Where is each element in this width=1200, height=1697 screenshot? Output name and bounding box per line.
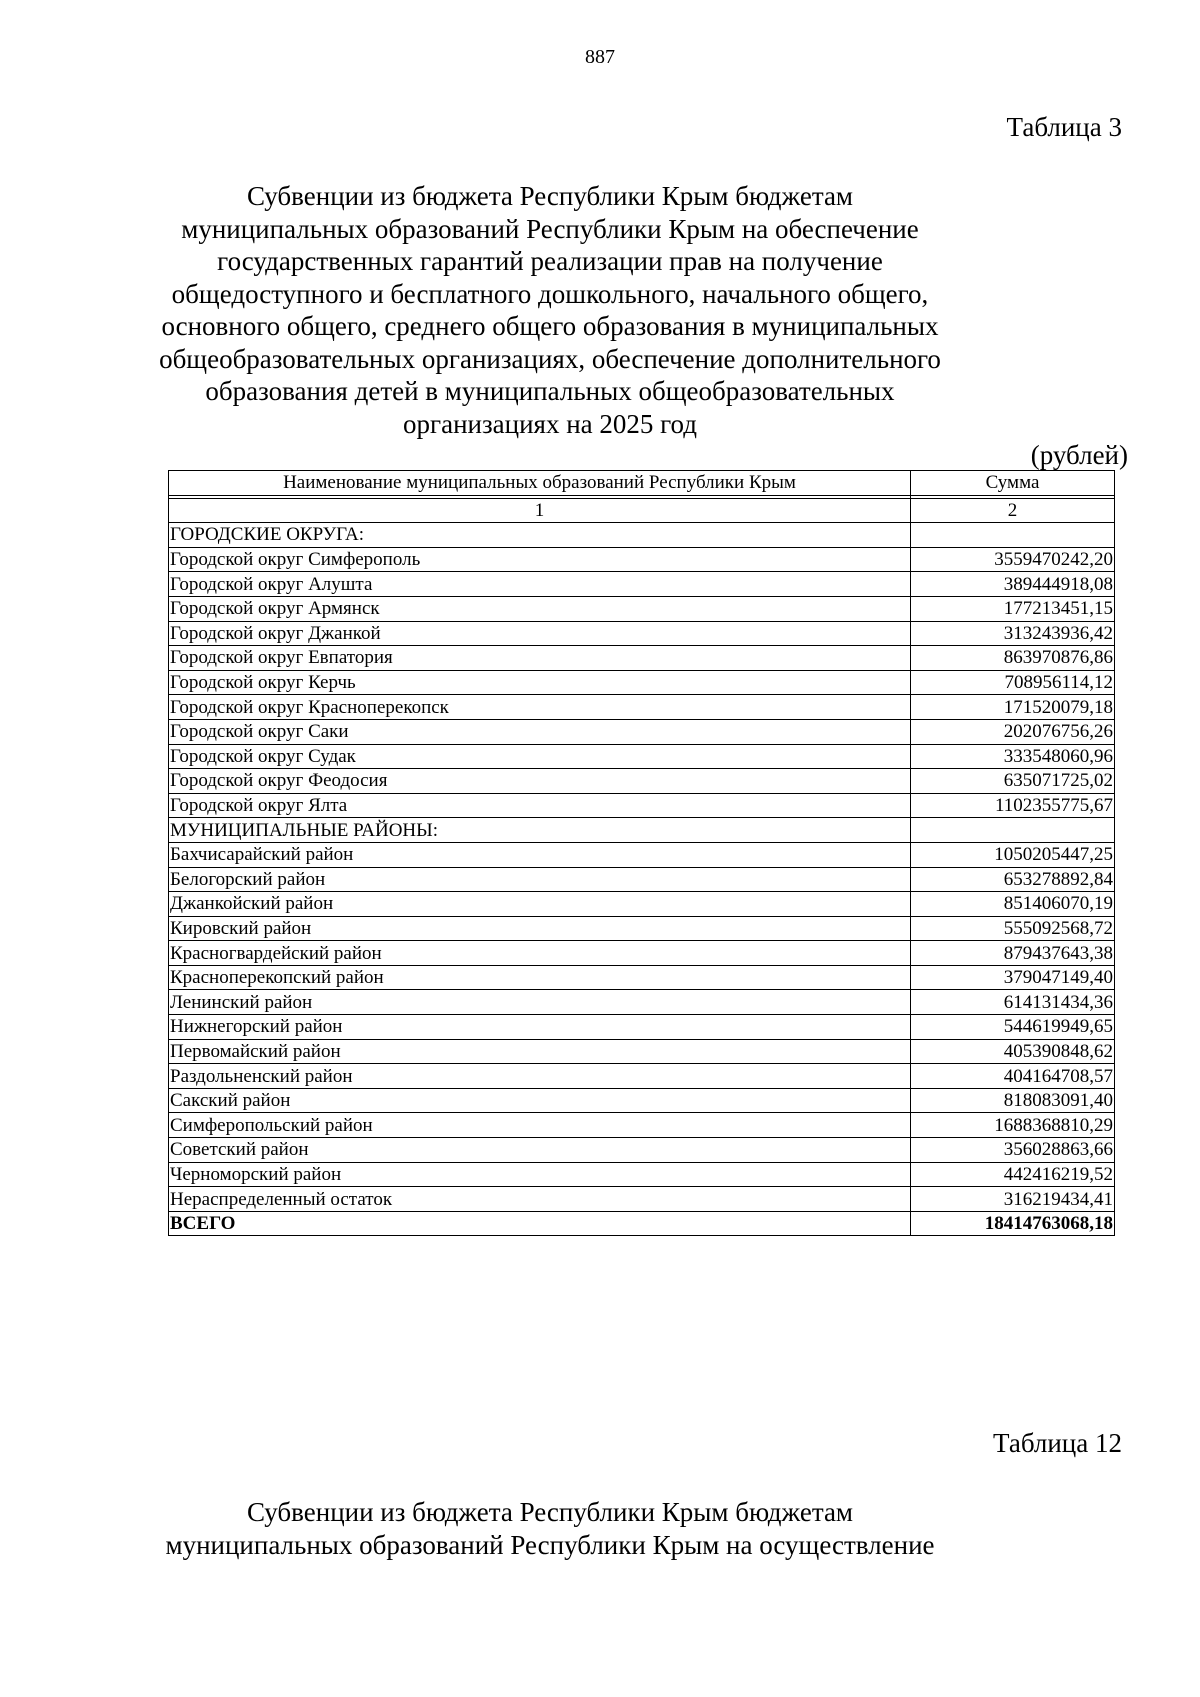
table-12-label: Таблица 12 [993, 1428, 1122, 1458]
row-name: Городской округ Керчь [169, 670, 911, 695]
column-number-2: 2 [911, 498, 1115, 523]
column-number-1: 1 [169, 498, 911, 523]
total-row [169, 1211, 1115, 1236]
title-line: муниципальных образований Республики Крым на обеспечение [181, 213, 919, 244]
row-name: Джанкойский район [169, 892, 911, 917]
row-amount: 555092568,72 [911, 916, 1115, 941]
table-row [169, 1113, 1115, 1138]
row-amount: 653278892,84 [911, 867, 1115, 892]
row-amount: 405390848,62 [911, 1039, 1115, 1064]
row-name: ГОРОДСКИЕ ОКРУГА: [169, 523, 911, 548]
row-amount: 818083091,40 [911, 1088, 1115, 1113]
row-name: Городской округ Саки [169, 719, 911, 744]
title-line: общеобразовательных организациях, обеспечение дополнительного [159, 343, 941, 374]
row-name: Советский район [169, 1138, 911, 1163]
title-line: основного общего, среднего общего образования в муниципальных [161, 311, 939, 341]
header-amount: Сумма [911, 471, 1115, 496]
table-3-label: Таблица 3 [1006, 112, 1122, 142]
row-name: Городской округ Феодосия [169, 769, 911, 794]
row-amount: 708956114,12 [911, 670, 1115, 695]
row-amount: 1050205447,25 [911, 842, 1115, 867]
table-row [169, 990, 1115, 1015]
row-name: Городской округ Джанкой [169, 621, 911, 646]
table-row [169, 1064, 1115, 1089]
units-label: (рублей) [1030, 440, 1128, 470]
row-name: Белогорский район [169, 867, 911, 892]
title-line: общедоступного и бесплатного дошкольного, начального общего, [171, 278, 929, 309]
table-row [169, 916, 1115, 941]
row-name: Сакский район [169, 1088, 911, 1113]
table-row [169, 818, 1115, 843]
row-amount: 202076756,26 [911, 719, 1115, 744]
row-amount: 379047149,40 [911, 965, 1115, 990]
row-amount: 544619949,65 [911, 1015, 1115, 1040]
page-number: 887 [585, 46, 615, 68]
row-name: Нераспределенный остаток [169, 1187, 911, 1212]
row-name: Ленинский район [169, 990, 911, 1015]
row-name: Городской округ Армянск [169, 596, 911, 621]
subventions-table [168, 470, 1115, 1236]
title-line: Субвенции из бюджета Республики Крым бюджетам [246, 181, 854, 211]
header-name: Наименование муниципальных образований Республики Крым [169, 471, 911, 496]
title-line: образования детей в муниципальных общеобразовательных [205, 376, 895, 406]
row-name: Симферопольский район [169, 1113, 911, 1138]
row-amount: 171520079,18 [911, 695, 1115, 720]
header-row [169, 471, 1115, 496]
title-line: организациях на 2025 год [403, 408, 697, 439]
table-row [169, 523, 1115, 548]
row-name: Красноперекопский район [169, 965, 911, 990]
table-row [169, 867, 1115, 892]
row-name: Городской округ Симферополь [169, 547, 911, 572]
table-row [169, 1015, 1115, 1040]
row-name: Черноморский район [169, 1162, 911, 1187]
row-name: Городской округ Евпатория [169, 646, 911, 671]
title-line: государственных гарантий реализации прав на получение [217, 246, 883, 276]
table-row [169, 892, 1115, 917]
row-name: Раздольненский район [169, 1064, 911, 1089]
table-row [169, 572, 1115, 597]
row-amount: 3559470242,20 [911, 547, 1115, 572]
row-amount: 879437643,38 [911, 941, 1115, 966]
table-row [169, 547, 1115, 572]
table-row [169, 1187, 1115, 1212]
row-name: Первомайский район [169, 1039, 911, 1064]
table-row [169, 1138, 1115, 1163]
row-amount: 356028863,66 [911, 1138, 1115, 1163]
row-name: Городской округ Ялта [169, 793, 911, 818]
row-amount [911, 818, 1115, 843]
table-row [169, 1162, 1115, 1187]
row-name: Городской округ Судак [169, 744, 911, 769]
row-amount: 1102355775,67 [911, 793, 1115, 818]
row-amount [911, 523, 1115, 548]
row-amount: 1688368810,29 [911, 1113, 1115, 1138]
row-amount: 614131434,36 [911, 990, 1115, 1015]
row-name: МУНИЦИПАЛЬНЫЕ РАЙОНЫ: [169, 818, 911, 843]
table-row [169, 596, 1115, 621]
row-amount: 333548060,96 [911, 744, 1115, 769]
row-amount: 177213451,15 [911, 596, 1115, 621]
row-name: Городской округ Алушта [169, 572, 911, 597]
column-number-row [169, 498, 1115, 523]
row-amount: 851406070,19 [911, 892, 1115, 917]
row-name: Кировский район [169, 916, 911, 941]
table-row [169, 769, 1115, 794]
row-amount: 313243936,42 [911, 621, 1115, 646]
row-name: Нижнегорский район [169, 1015, 911, 1040]
row-name: Красногвардейский район [169, 941, 911, 966]
row-amount: 316219434,41 [911, 1187, 1115, 1212]
table-12-title [100, 1496, 1000, 1561]
table-row [169, 793, 1115, 818]
row-amount: 863970876,86 [911, 646, 1115, 671]
table-row [169, 1088, 1115, 1113]
table-row [169, 695, 1115, 720]
row-amount: 404164708,57 [911, 1064, 1115, 1089]
row-amount: 389444918,08 [911, 572, 1115, 597]
table-row [169, 670, 1115, 695]
table-row [169, 1039, 1115, 1064]
table-row [169, 941, 1115, 966]
row-name: Бахчисарайский район [169, 842, 911, 867]
table-row [169, 646, 1115, 671]
table-row [169, 621, 1115, 646]
table-row [169, 842, 1115, 867]
total-label: ВСЕГО [169, 1211, 911, 1236]
title-line: муниципальных образований Республики Крым на осуществление [165, 1529, 935, 1560]
title-line: Субвенции из бюджета Республики Крым бюджетам [246, 1497, 854, 1527]
row-amount: 442416219,52 [911, 1162, 1115, 1187]
table-row [169, 719, 1115, 744]
total-amount: 18414763068,18 [911, 1211, 1115, 1236]
table-row [169, 744, 1115, 769]
row-amount: 635071725,02 [911, 769, 1115, 794]
table-row [169, 965, 1115, 990]
row-name: Городской округ Красноперекопск [169, 695, 911, 720]
table-3-title [100, 180, 1000, 440]
